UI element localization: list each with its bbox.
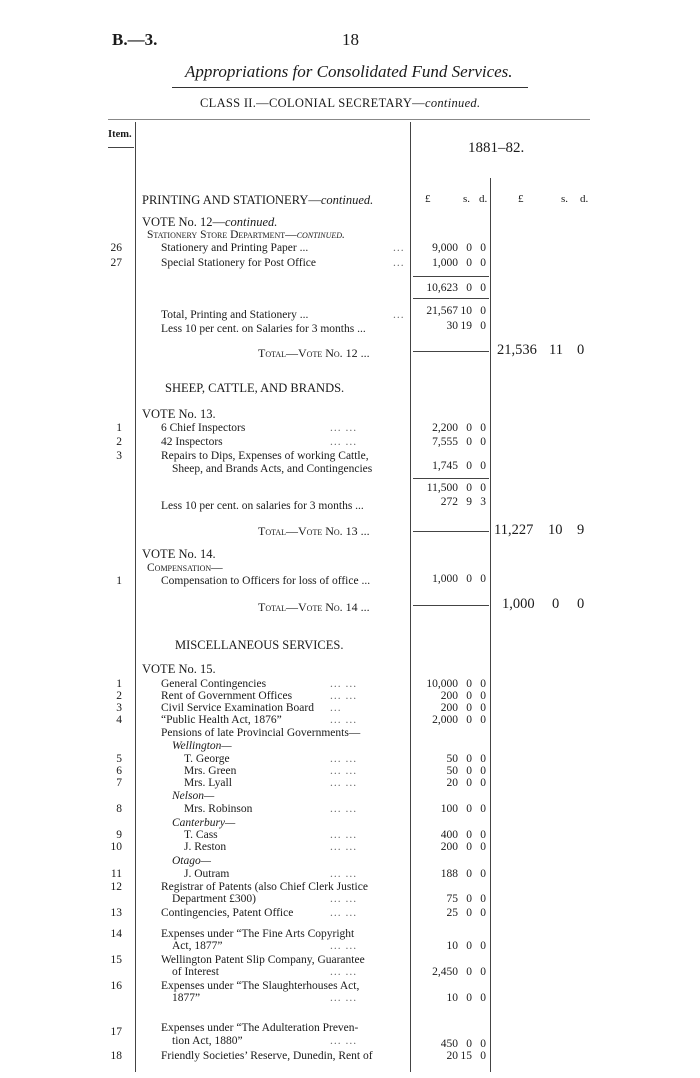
line-item-label-cont: 1877”: [172, 992, 201, 1004]
amount-pence: 0: [480, 573, 486, 585]
document-ref: B.—3.: [112, 30, 158, 49]
vote-13-total-pounds: 11,227: [494, 522, 534, 538]
line-item-label: Civil Service Examination Board: [161, 702, 314, 714]
leader-dots: ... ...: [330, 765, 358, 777]
amount-shillings: 0: [466, 940, 472, 952]
item-header-rule: [108, 147, 134, 148]
vote-13-total-pence: 9: [577, 522, 585, 538]
leader-dots: ... ...: [330, 436, 358, 448]
amount-pence: 0: [480, 678, 486, 690]
amount-shillings: 0: [466, 690, 472, 702]
misc-heading: MISCELLANEOUS SERVICES.: [175, 638, 344, 652]
less-pence: 0: [480, 320, 486, 332]
subtotal-rule: [413, 298, 489, 299]
leader-dots: ... ...: [330, 868, 358, 880]
amount-pounds: 2,200: [432, 422, 458, 434]
subtotal-pounds: 10,623: [426, 282, 458, 294]
amount-pounds: 200: [440, 702, 458, 714]
line-item-label-cont: Sheep, and Brands Acts, and Contingencies: [172, 463, 373, 475]
line-item-label-cont: tion Act, 1880”: [172, 1035, 243, 1047]
shilling-header: s.: [463, 193, 471, 205]
amount-shillings: 0: [466, 242, 472, 254]
vote-12-heading: VOTE No. 12—continued.: [142, 215, 278, 229]
amount-pounds: 1,000: [432, 257, 458, 269]
amount-shillings: 0: [466, 714, 472, 726]
item-number: 27: [110, 257, 122, 269]
leader-dots: ... ...: [330, 690, 358, 702]
item-number: 3: [116, 450, 122, 462]
amount-shillings: 0: [466, 573, 472, 585]
class-rule: [108, 119, 590, 120]
amount-pounds: 200: [440, 841, 458, 853]
item-number: 16: [110, 980, 122, 992]
item-number: 8: [116, 803, 122, 815]
less-shillings: 9: [466, 496, 472, 508]
vote-12-total-label: Total—Vote No. 12 ...: [258, 346, 370, 360]
less-pounds: 272: [440, 496, 458, 508]
amount-shillings: 0: [466, 1038, 472, 1050]
item-number: 10: [110, 841, 122, 853]
shilling-header-total: s.: [561, 193, 569, 205]
amount-pence: 0: [480, 753, 486, 765]
subtotal-pence: 0: [480, 282, 486, 294]
vote-14-total-pence: 0: [577, 596, 585, 612]
amount-pence: 0: [480, 992, 486, 1004]
less-pence: 3: [480, 496, 486, 508]
amount-shillings: 0: [466, 841, 472, 853]
vote-14-total-label: Total—Vote No. 14 ...: [258, 600, 370, 614]
leader-dots: ...: [393, 257, 405, 269]
item-column-divider: [135, 122, 136, 1072]
line-item-label: 42 Inspectors: [161, 436, 223, 448]
line-item-label: Contingencies, Patent Office: [161, 907, 294, 919]
subtotal-pounds: 11,500: [426, 482, 458, 494]
region-otago: Otago—: [172, 855, 211, 867]
amount-pence: 0: [480, 907, 486, 919]
subtotal-pence: 0: [480, 482, 486, 494]
sheep-heading: SHEEP, CATTLE, AND BRANDS.: [165, 381, 345, 395]
class-heading: CLASS II.—COLONIAL SECRETARY—continued.: [200, 96, 481, 110]
region-wellington: Wellington—: [172, 740, 232, 752]
line-item-label: Mrs. Lyall: [184, 777, 232, 789]
amount-pence: 0: [480, 765, 486, 777]
line-item-label: T. George: [184, 753, 230, 765]
line-item-label: Mrs. Robinson: [184, 803, 253, 815]
compensation-heading: Compensation—: [147, 562, 223, 574]
printing-heading: PRINTING AND STATIONERY—continued.: [142, 193, 374, 207]
line-item-label: General Contingencies: [161, 678, 267, 690]
subtotal-rule: [413, 478, 489, 479]
total-label: Total, Printing and Stationery ...: [161, 309, 309, 321]
amount-pounds: 50: [446, 765, 458, 777]
amount-pounds: 25: [446, 907, 458, 919]
line-item-label: Friendly Societies’ Reserve, Dunedin, Rent of: [161, 1050, 373, 1062]
total-column-divider: [490, 178, 491, 1072]
total-shillings: 10: [460, 305, 472, 317]
amount-shillings: 0: [466, 777, 472, 789]
year-header: 1881–82.: [468, 140, 525, 156]
subtotal-shillings: 0: [466, 282, 472, 294]
amount-pounds: 75: [446, 893, 458, 905]
amount-pence: 0: [480, 868, 486, 880]
item-number: 26: [110, 242, 122, 254]
amount-shillings: 0: [466, 868, 472, 880]
title-rule: [172, 87, 528, 88]
subtotal-shillings: 0: [466, 482, 472, 494]
item-number: 1: [116, 678, 122, 690]
leader-dots: ...: [393, 309, 405, 321]
line-item-label-cont: Act, 1877”: [172, 940, 223, 952]
line-item-label: J. Reston: [184, 841, 227, 853]
vote-13-total-shillings: 10: [548, 522, 563, 538]
pensions-heading: Pensions of late Provincial Governments—: [161, 727, 361, 739]
amount-pounds: 1,000: [432, 573, 458, 585]
total-pence: 0: [480, 305, 486, 317]
vote-14-total-shillings: 0: [552, 596, 560, 612]
line-item-label: Mrs. Green: [184, 765, 237, 777]
amount-pence: 0: [480, 242, 486, 254]
leader-dots: ... ...: [330, 777, 358, 789]
less-label: Less 10 per cent. on Salaries for 3 months ...: [161, 323, 366, 335]
leader-dots: ... ...: [330, 1035, 358, 1047]
amount-shillings: 0: [466, 803, 472, 815]
amount-pounds: 10: [446, 940, 458, 952]
line-item-label: Registrar of Patents (also Chief Clerk Justice: [161, 881, 368, 893]
item-column-header: Item.: [108, 129, 132, 140]
page-title: Appropriations for Consolidated Fund Services.: [185, 62, 513, 81]
amount-shillings: 0: [466, 829, 472, 841]
line-item-label: “Public Health Act, 1876”: [161, 714, 282, 726]
less-pounds: 30: [446, 320, 458, 332]
amount-pence: 0: [480, 460, 486, 472]
amount-pounds: 9,000: [432, 242, 458, 254]
amount-shillings: 0: [466, 992, 472, 1004]
amount-pounds: 188: [440, 868, 458, 880]
leader-dots: ... ...: [330, 753, 358, 765]
amount-pence: 0: [480, 803, 486, 815]
line-item-label: Special Stationery for Post Office: [161, 257, 317, 269]
amount-pence: 0: [480, 777, 486, 789]
pound-header-total: £: [518, 193, 524, 205]
item-number: 17: [110, 1026, 122, 1038]
item-number: 6: [116, 765, 122, 777]
leader-dots: ... ...: [330, 992, 358, 1004]
pence-header: d.: [479, 193, 488, 205]
leader-dots: ... ...: [330, 829, 358, 841]
vote-12-total-pounds: 21,536: [497, 342, 537, 358]
line-item-label-cont: Department £300): [172, 893, 256, 905]
item-number: 1: [116, 575, 122, 587]
item-number: 15: [110, 954, 122, 966]
amount-pounds: 100: [440, 803, 458, 815]
leader-dots: ... ...: [330, 841, 358, 853]
item-number: 13: [110, 907, 122, 919]
amount-pence: 0: [480, 1038, 486, 1050]
line-item-label: J. Outram: [184, 868, 230, 880]
total-pounds: 21,567: [426, 305, 458, 317]
less-label: Less 10 per cent. on salaries for 3 months ...: [161, 500, 364, 512]
leader-dots: ... ...: [330, 966, 358, 978]
line-item-label-cont: of Interest: [172, 966, 219, 978]
item-number: 2: [116, 436, 122, 448]
amount-pence: 0: [480, 702, 486, 714]
amount-pence: 0: [480, 841, 486, 853]
amount-shillings: 0: [466, 966, 472, 978]
amount-pounds: 20: [446, 1050, 458, 1062]
amount-shillings: 0: [466, 678, 472, 690]
pence-header-total: d.: [580, 193, 589, 205]
item-number: 2: [116, 690, 122, 702]
vote-14-total-pounds: 1,000: [502, 596, 535, 612]
leader-dots: ... ...: [330, 803, 358, 815]
line-item-label: Expenses under “The Slaughterhouses Act,: [161, 980, 360, 992]
vote-13-total-label: Total—Vote No. 13 ...: [258, 524, 370, 538]
leader-dots: ... ...: [330, 678, 358, 690]
vote-12-total-shillings: 11: [549, 342, 563, 358]
item-number: 1: [116, 422, 122, 434]
amount-pounds: 400: [440, 829, 458, 841]
region-canterbury: Canterbury—: [172, 817, 236, 829]
item-number: 7: [116, 777, 122, 789]
region-nelson: Nelson—: [172, 790, 215, 802]
subtotal-rule: [413, 276, 489, 277]
amount-pence: 0: [480, 257, 486, 269]
amount-pounds: 2,000: [432, 714, 458, 726]
line-item-label: 6 Chief Inspectors: [161, 422, 246, 434]
line-item-label: Compensation to Officers for loss of office ...: [161, 575, 371, 587]
amount-pounds: 1,745: [432, 460, 458, 472]
amount-pounds: 20: [446, 777, 458, 789]
amount-pence: 0: [480, 940, 486, 952]
amount-pence: 0: [480, 690, 486, 702]
item-number: 18: [110, 1050, 122, 1062]
line-item-label: Expenses under “The Adulteration Preven-: [161, 1022, 359, 1034]
leader-dots: ... ...: [330, 422, 358, 434]
amount-column-divider: [410, 122, 411, 1072]
line-item-label: Expenses under “The Fine Arts Copyright: [161, 928, 355, 940]
line-item-label: T. Cass: [184, 829, 218, 841]
line-item-label: Repairs to Dips, Expenses of working Cattle,: [161, 450, 369, 462]
amount-pounds: 10: [446, 992, 458, 1004]
leader-dots: ...: [393, 242, 405, 254]
item-number: 5: [116, 753, 122, 765]
item-number: 12: [110, 881, 122, 893]
item-number: 4: [116, 714, 122, 726]
amount-pounds: 450: [440, 1038, 458, 1050]
amount-shillings: 0: [466, 422, 472, 434]
less-shillings: 19: [460, 320, 472, 332]
amount-pence: 0: [480, 422, 486, 434]
item-number: 11: [110, 868, 122, 880]
vote-12-total-pence: 0: [577, 342, 585, 358]
line-item-label: Stationery and Printing Paper ...: [161, 242, 309, 254]
amount-pounds: 10,000: [426, 678, 458, 690]
amount-shillings: 15: [460, 1050, 472, 1062]
line-item-label: Wellington Patent Slip Company, Guarantee: [161, 954, 365, 966]
amount-pounds: 7,555: [432, 436, 458, 448]
amount-shillings: 0: [466, 460, 472, 472]
amount-shillings: 0: [466, 753, 472, 765]
amount-pence: 0: [480, 436, 486, 448]
vote-total-rule: [413, 351, 489, 352]
vote-total-rule: [413, 531, 489, 532]
amount-shillings: 0: [466, 436, 472, 448]
item-number: 14: [110, 928, 122, 940]
store-dept-heading: Stationery Store Department—continued.: [147, 229, 345, 241]
line-item-label: Rent of Government Offices: [161, 690, 293, 702]
amount-shillings: 0: [466, 907, 472, 919]
leader-dots: ...: [330, 702, 342, 714]
leader-dots: ... ...: [330, 907, 358, 919]
amount-pence: 0: [480, 1050, 486, 1062]
amount-pence: 0: [480, 966, 486, 978]
amount-pounds: 2,450: [432, 966, 458, 978]
amount-pence: 0: [480, 829, 486, 841]
amount-pounds: 200: [440, 690, 458, 702]
amount-pounds: 50: [446, 753, 458, 765]
page-number: 18: [342, 30, 359, 49]
vote-14-heading: VOTE No. 14.: [142, 547, 216, 561]
item-number: 9: [116, 829, 122, 841]
amount-pence: 0: [480, 714, 486, 726]
amount-shillings: 0: [466, 702, 472, 714]
amount-pence: 0: [480, 893, 486, 905]
vote-total-rule: [413, 605, 489, 606]
vote-15-heading: VOTE No. 15.: [142, 662, 216, 676]
leader-dots: ... ...: [330, 714, 358, 726]
leader-dots: ... ...: [330, 940, 358, 952]
amount-shillings: 0: [466, 893, 472, 905]
amount-shillings: 0: [466, 765, 472, 777]
leader-dots: ... ...: [330, 893, 358, 905]
amount-shillings: 0: [466, 257, 472, 269]
pound-header: £: [425, 193, 431, 205]
item-number: 3: [116, 702, 122, 714]
vote-13-heading: VOTE No. 13.: [142, 407, 216, 421]
